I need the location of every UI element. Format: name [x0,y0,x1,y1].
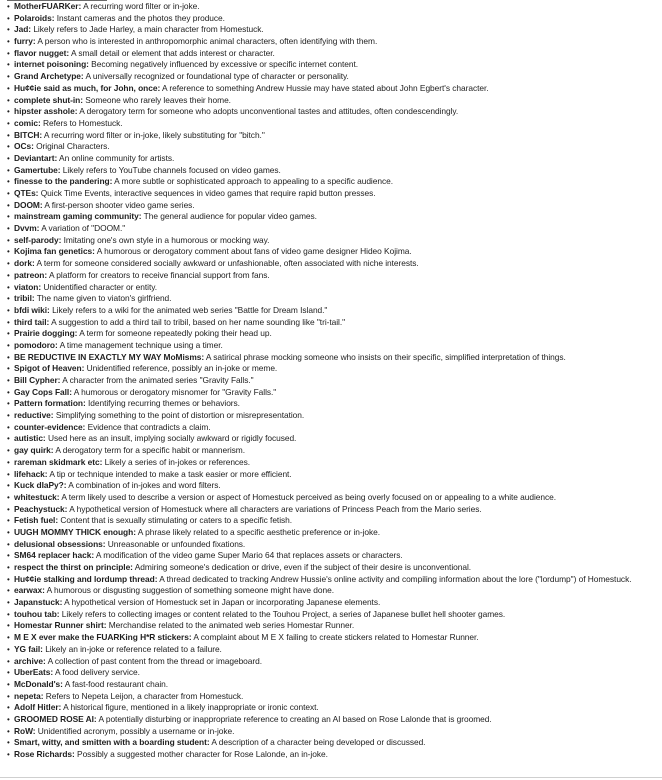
glossary-entry [7,200,662,212]
glossary-term: SM64 replacer hack: [14,550,95,561]
glossary-definition: A food delivery service. [54,667,140,678]
glossary-definition: Likely refers to YouTube channels focused on video games. [62,164,281,175]
bullet-icon: • [7,83,10,93]
glossary-definition: Possibly a suggested mother character for Rose Lalonde, an in-joke. [77,749,328,759]
bullet-icon: • [7,107,10,117]
glossary-entry [7,211,662,223]
bullet-icon: • [7,329,10,339]
glossary-definition: Unreasonable or unfounded fixations. [107,538,246,549]
glossary-term: archive: [14,655,46,666]
glossary-term: MotherFUARKer: [14,1,82,11]
glossary-entry [7,282,662,294]
bullet-icon: • [7,247,10,257]
bullet-icon: • [7,574,10,584]
bullet-icon: • [7,714,10,724]
glossary-entry [7,504,662,516]
glossary-term: YG fail: [14,643,43,654]
glossary-definition: A humorous or disgusting suggestion of something someone might have done. [46,585,335,596]
glossary-term: Homestar Runner shirt: [14,620,107,631]
bullet-icon: • [7,527,10,537]
glossary-definition: A recurring word filter or in-joke. [83,1,200,11]
glossary-term: Kuck dIaPy?: [14,480,67,491]
glossary-definition: A potentially disturbing or inappropriate reference to creating an AI based on Rose Lalonde that is groomed. [98,713,492,724]
bullet-icon: • [7,691,10,701]
glossary-entry [7,363,662,375]
glossary-definition: A collection of past content from the thread or imageboard. [47,655,263,666]
bullet-icon: • [7,539,10,549]
glossary-entry [7,492,662,504]
bullet-icon: • [7,750,10,759]
glossary-definition: A historical figure, mentioned in a likely inappropriate or ironic context. [63,702,319,713]
glossary-definition: Content that is sexually stimulating or caters to a specific fetish. [60,515,293,526]
glossary-entry [7,398,662,410]
glossary-entry [7,293,662,305]
glossary-definition: Simplifying something to the point of distortion or misrepresentation. [55,410,305,421]
glossary-definition: Refers to Nepeta Leijon, a character from Homestuck. [45,690,244,701]
bullet-icon: • [7,13,10,23]
bullet-icon: • [7,411,10,421]
glossary-term: Polaroids: [14,12,55,23]
glossary-term: flavor nugget: [14,47,70,58]
glossary-list [7,1,662,761]
bullet-icon: • [7,177,10,187]
glossary-term: Grand Archetype: [14,71,84,82]
glossary-definition: A character from the animated series "Gravity Falls." [62,375,254,385]
bullet-icon: • [7,376,10,385]
glossary-entry [7,59,662,71]
glossary-term: furry: [14,36,36,47]
bullet-icon: • [7,446,10,456]
glossary-entry [7,539,662,551]
glossary-term: complete shut-in: [14,94,83,105]
glossary-entry [7,410,662,422]
bullet-icon: • [7,224,10,234]
glossary-entry [7,13,662,25]
glossary-entry [7,141,662,153]
glossary-definition: A modification of the video game Super Mario 64 that replaces assets or characters. [95,550,403,561]
glossary-term: third tail: [14,316,50,327]
glossary-term: QTEs: [14,188,39,198]
bullet-icon: • [7,387,10,397]
bullet-icon: • [7,282,10,292]
bullet-icon: • [7,130,10,140]
glossary-term: M E X ever make the FUARKing H*R stickers: [14,632,192,643]
glossary-term: comic: [14,117,41,128]
glossary-definition: A term likely used to describe a version or aspect of Homestuck perceived as being overly focused on or appealing to a white audience. [61,491,557,502]
glossary-definition: Imitating one's own style in a humorous or mocking way. [63,234,270,245]
glossary-term: Gay Cops Fall: [14,386,72,397]
bullet-icon: • [7,703,10,713]
glossary-definition: Identifying recurring themes or behaviors. [87,398,240,409]
glossary-term: BE REDUCTIVE IN EXACTLY MY WAY MoMisms: [14,351,205,362]
bullet-icon: • [7,516,10,526]
glossary-entry [7,95,662,107]
glossary-definition: A suggestion to add a third tail to tribil, based on her name sounding like "tri-tail." [51,316,346,327]
bullet-icon: • [7,259,10,269]
glossary-term: autistic: [14,433,46,444]
bullet-icon: • [7,72,10,82]
glossary-definition: Unidentified acronym, possibly a username or in-joke. [37,725,235,736]
glossary-definition: A universally recognized or foundational type of character or personality. [85,71,349,82]
glossary-term: mainstream gaming community: [14,211,142,222]
glossary-definition: A more subtle or sophisticated approach to appealing to a specific audience. [114,176,393,187]
glossary-definition: Used here as an insult, implying socially awkward or rigidly focused. [47,433,297,444]
glossary-definition: A hypothetical version of Homestuck where all characters are variations of Princess Peach from the Mario series. [69,503,482,514]
bullet-icon: • [7,504,10,514]
glossary-term: internet poisoning: [14,59,89,70]
bullet-icon: • [7,153,10,163]
bullet-icon: • [7,189,10,198]
bullet-icon: • [7,340,10,350]
bullet-icon: • [7,422,10,432]
glossary-definition: A variation of "DOOM." [41,223,126,234]
glossary-entry [7,270,662,282]
glossary-entry [7,726,662,738]
bullet-icon: • [7,598,10,608]
bullet-icon: • [7,165,10,175]
glossary-term: Jad: [14,24,32,35]
glossary-term: OCs: [14,141,34,152]
glossary-term: nepeta: [14,690,44,701]
glossary-definition: A combination of in-jokes and word filters. [68,480,221,491]
glossary-term: BITCH: [14,129,43,140]
glossary-definition: A platform for creators to receive financial support from fans. [48,269,270,280]
glossary-term: Hu¢¢ie said as much, for John, once: [14,82,161,93]
bullet-icon: • [7,118,10,128]
glossary-definition: A phrase likely related to a specific aesthetic preference or in-joke. [137,526,381,537]
glossary-term: hipster asshole: [14,106,78,117]
glossary-entry [7,387,662,399]
glossary-term: Deviantart: [14,152,58,163]
bullet-icon: • [7,25,10,35]
bullet-icon: • [7,305,10,315]
glossary-entry [7,24,662,36]
glossary-term: self-parody: [14,234,62,245]
bullet-icon: • [7,364,10,374]
glossary-definition: A first-person shooter video game series. [44,199,195,210]
glossary-entry [7,246,662,258]
bullet-icon: • [7,551,10,561]
glossary-term: Kojima fan genetics: [14,246,95,257]
glossary-entry [7,667,662,679]
glossary-definition: A fast-food restaurant chain. [64,678,169,689]
bullet-icon: • [7,352,10,362]
glossary-definition: A satirical phrase mocking someone who insists on their specific, simplified interpretation of things. [205,351,566,362]
glossary-definition: Likely refers to collecting images or content related to the Touhou Project, a series of Japanese bullet hell shooter games. [61,608,506,619]
glossary-definition: A tip or technique intended to make a task easier or more efficient. [49,468,292,479]
bullet-icon: • [7,481,10,491]
glossary-term: DOOM: [14,199,43,210]
glossary-term: pomodoro: [14,339,58,350]
glossary-term: tribil: [14,293,35,304]
glossary-entry [7,433,662,445]
glossary-entry [7,749,662,761]
glossary-entry [7,188,662,200]
glossary-term: lifehack: [14,468,48,479]
glossary-definition: Original Characters. [36,141,110,152]
glossary-entry [7,480,662,492]
glossary-term: finesse to the pandering: [14,176,113,187]
glossary-entry [7,422,662,434]
glossary-entry [7,574,662,586]
bullet-icon: • [7,492,10,502]
glossary-entry [7,457,662,469]
glossary-term: patreon: [14,269,48,280]
glossary-definition: Unidentified reference, possibly an in-joke or meme. [86,363,278,374]
glossary-term: Pattern formation: [14,398,86,409]
glossary-term: dork: [14,258,35,269]
glossary-term: Rose Richards: [14,749,75,759]
glossary-entry [7,550,662,562]
glossary-term: UUGH MOMMY THICK enough: [14,526,136,537]
glossary-definition: A description of a character being developed or discussed. [211,737,426,748]
glossary-definition: A term for someone repeatedly poking their head up. [79,328,272,339]
glossary-entry [7,714,662,726]
bullet-icon: • [7,37,10,47]
glossary-definition: A derogatory term for a specific habit or mannerism. [55,445,245,456]
bottom-divider [0,777,662,778]
glossary-entry [7,352,662,364]
glossary-term: bfdi wiki: [14,304,50,315]
glossary-definition: Likely a series of in-jokes or references. [104,456,251,467]
bullet-icon: • [7,633,10,643]
glossary-entry [7,71,662,83]
glossary-term: Gamertube: [14,164,61,175]
glossary-definition: An online community for artists. [59,152,175,163]
bullet-icon: • [7,294,10,304]
glossary-definition: Likely refers to Jade Harley, a main character from Homestuck. [33,24,264,35]
glossary-term: Japanstuck: [14,597,63,608]
glossary-term: whitestuck: [14,491,60,502]
glossary-entry [7,632,662,644]
glossary-entry [7,176,662,188]
glossary-entry [7,644,662,656]
glossary-entry [7,106,662,118]
glossary-entry [7,562,662,574]
glossary-definition: A reference to something Andrew Hussie may have stated about John Egbert's character. [162,82,489,93]
bullet-icon: • [7,609,10,619]
bullet-icon: • [7,200,10,210]
glossary-term: Prairie dogging: [14,328,78,339]
glossary-definition: Evidence that contradicts a claim. [87,421,211,432]
glossary-definition: Likely an in-joke or reference related to a failure. [45,643,222,654]
glossary-term: viaton: [14,281,42,292]
glossary-definition: A person who is interested in anthropomorphic animal characters, often identifying with them. [37,36,378,47]
bullet-icon: • [7,48,10,58]
glossary-entry [7,340,662,352]
bullet-icon: • [7,679,10,689]
glossary-entry [7,235,662,247]
glossary-entry [7,691,662,703]
glossary-term: Fetish fuel: [14,515,59,526]
glossary-entry [7,305,662,317]
glossary-definition: A recurring word filter or in-joke, likely substituting for "bitch." [43,129,265,140]
bullet-icon: • [7,235,10,245]
glossary-entry [7,597,662,609]
bullet-icon: • [7,457,10,467]
bullet-icon: • [7,563,10,572]
glossary-entry [7,36,662,48]
glossary-definition: Quick Time Events, interactive sequences in video games that require rapid button presses. [40,188,376,198]
glossary-term: UberEats: [14,667,54,678]
bullet-icon: • [7,212,10,222]
glossary-definition: The name given to viaton's girlfriend. [36,293,172,304]
glossary-entry [7,165,662,177]
glossary-definition: A term for someone considered socially awkward or unfashionable, often associated with niche interests. [36,258,419,269]
glossary-entry [7,153,662,165]
glossary-term: Hu¢¢ie stalking and lordump thread: [14,573,158,584]
glossary-entry [7,328,662,340]
bullet-icon: • [7,399,10,409]
glossary-term: delusional obsessions: [14,538,106,549]
glossary-term: Spigot of Heaven: [14,363,85,374]
glossary-term: McDonald's: [14,678,63,689]
bullet-icon: • [7,586,10,596]
glossary-entry [7,620,662,632]
glossary-term: Dvvm: [14,223,40,234]
glossary-term: earwax: [14,585,45,596]
bullet-icon: • [7,95,10,105]
glossary-term: Peachystuck: [14,503,68,514]
glossary-definition: Instant cameras and the photos they produce. [56,12,225,23]
glossary-definition: A derogatory term for someone who adopts unconventional tastes and attitudes, often condescendingly. [79,106,459,117]
glossary-term: reductive: [14,410,54,421]
bullet-icon: • [7,2,10,11]
glossary-definition: A hypothetical version of Homestuck set in Japan or incorporating Japanese elements. [64,597,381,608]
glossary-term: Bill Cypher: [14,375,61,385]
bullet-icon: • [7,317,10,327]
bullet-icon: • [7,726,10,736]
bullet-icon: • [7,668,10,678]
bullet-icon: • [7,621,10,631]
glossary-definition: Merchandise related to the animated web series Homestar Runner. [108,620,355,631]
glossary-term: touhou tab: [14,608,60,619]
bullet-icon: • [7,60,10,70]
glossary-entry [7,469,662,481]
glossary-entry [7,679,662,691]
bullet-icon: • [7,738,10,748]
glossary-entry [7,130,662,142]
glossary-entry [7,609,662,621]
bullet-icon: • [7,434,10,444]
glossary-entry [7,527,662,539]
glossary-definition: A humorous or derogatory comment about fans of video game designer Hideo Kojima. [96,246,412,257]
glossary-entry [7,515,662,527]
glossary-definition: A humorous or derogatory misnomer for "Gravity Falls." [73,386,277,397]
glossary-term: rareman skidmark etc: [14,456,103,467]
bullet-icon: • [7,142,10,152]
glossary-definition: Admiring someone's dedication or drive, even if the subject of their desire is unconventional. [134,562,472,572]
glossary-definition: A small detail or element that adds interest or character. [70,47,275,58]
bullet-icon: • [7,644,10,654]
bullet-icon: • [7,270,10,280]
glossary-term: counter-evidence: [14,421,86,432]
glossary-entry [7,317,662,329]
glossary-entry [7,83,662,95]
glossary-entry [7,656,662,668]
glossary-entry [7,118,662,130]
glossary-definition: Becoming negatively influenced by excessive or specific internet content. [91,59,358,70]
glossary-definition: A complaint about M E X failing to create stickers related to Homestar Runner. [193,632,479,643]
glossary-entry [7,223,662,235]
bullet-icon: • [7,656,10,666]
glossary-definition: Someone who rarely leaves their home. [85,94,231,105]
glossary-definition: A time management technique using a timer. [59,339,223,350]
glossary-term: respect the thirst on principle: [14,562,133,572]
glossary-term: gay quirk: [14,445,54,456]
bullet-icon: • [7,469,10,479]
glossary-definition: The general audience for popular video games. [143,211,317,222]
glossary-entry [7,702,662,714]
glossary-definition: Unidentified character or entity. [43,281,158,292]
glossary-term: GROOMED ROSE AI: [14,713,97,724]
glossary-entry [7,1,662,13]
glossary-entry [7,737,662,749]
glossary-entry [7,375,662,387]
glossary-entry [7,445,662,457]
glossary-term: Adolf Hitler: [14,702,62,713]
glossary-definition: Likely refers to a wiki for the animated web series "Battle for Dream Island." [52,304,328,315]
glossary-term: RoW: [14,725,36,736]
glossary-entry [7,585,662,597]
glossary-definition: Refers to Homestuck. [42,117,123,128]
glossary-entry [7,258,662,270]
glossary-term: Smart, witty, and smitten with a boarding student: [14,737,210,748]
glossary-definition: A thread dedicated to tracking Andrew Hussie's online activity and compiling information about the lore ("lordump") of Homestuck. [159,573,632,584]
glossary-entry [7,48,662,60]
